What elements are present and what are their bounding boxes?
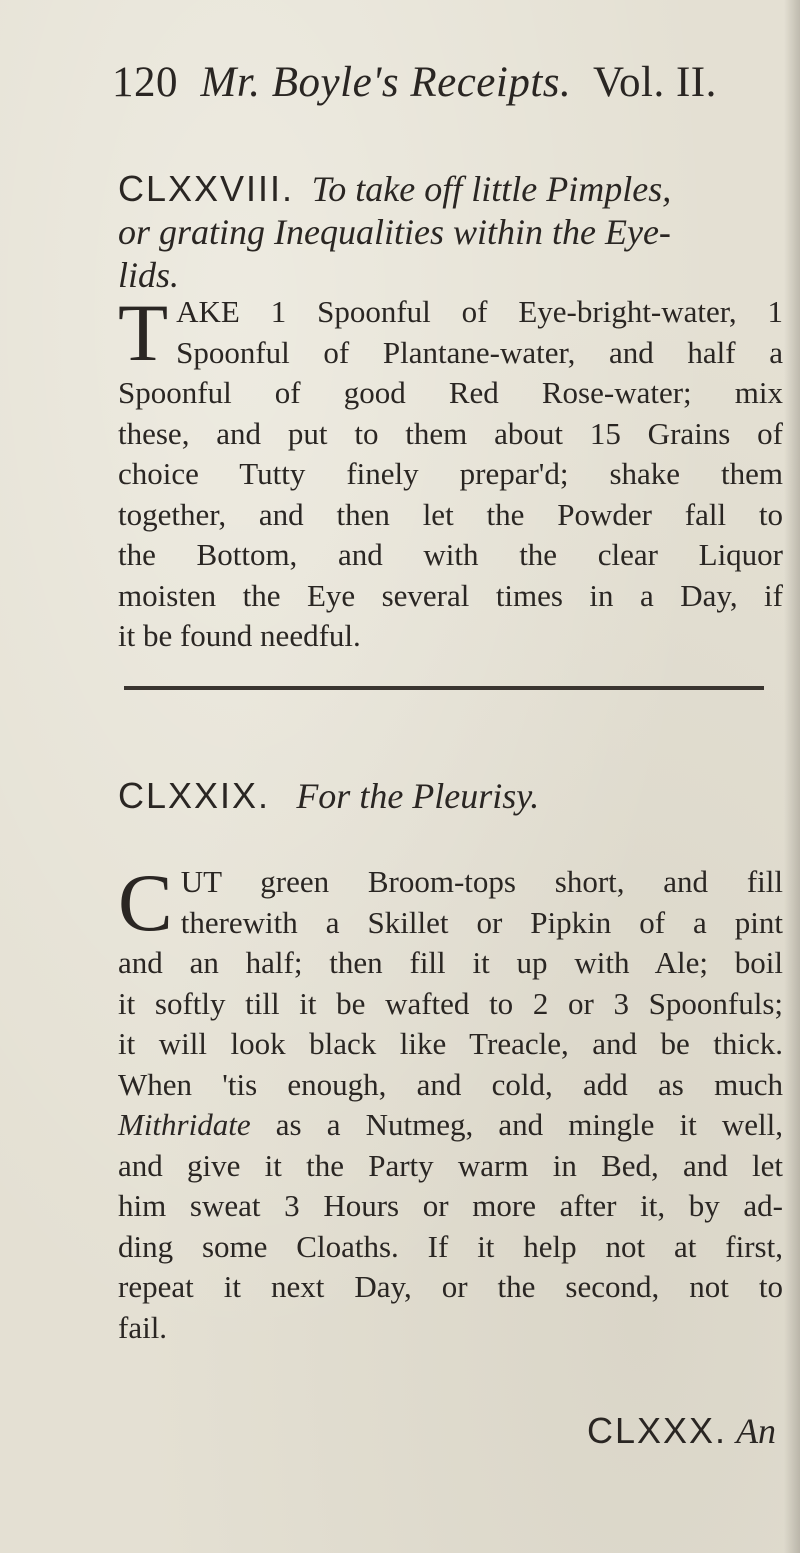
text-line: repeat it next Day, or the second, not to [118,1269,783,1304]
running-head-volume: Vol. II. [593,59,717,106]
text-fragment: as a Nutmeg, and mingle it well, [275,1107,783,1142]
catchword [587,1410,776,1452]
text-line: When 'tis enough, and cold, add as much [118,1066,783,1102]
section-title: For the Pleurisy. [296,776,540,816]
drop-cap: C [118,857,173,948]
text-line: Spoonful of Plantane-water, and half a [176,334,783,370]
catchword-word: An [736,1411,777,1451]
text-line: UT green Broom-tops short, and fill [180,864,783,899]
text-line: moisten the Eye several times in a Day, if [118,577,783,613]
text-line: these, and put to them about 15 Grains of [118,415,783,451]
section-title-line: lids. [118,255,180,295]
running-head-title: Mr. Boyle's Receipts. [200,59,572,106]
text-line: and give it the Party warm in Bed, and let [118,1147,783,1183]
section-number: CLXXVIII. [118,168,295,209]
text-line: him sweat 3 Hours or more after it, by ad- [118,1188,783,1223]
text-line: ding some Cloaths. If it help not at first, [118,1228,783,1264]
text-line: and an half; then fill it up with Ale; boil [118,945,783,980]
text-line: AKE 1 Spoonful of Eye-bright-water, 1 [176,294,783,329]
text-line [118,1105,783,1146]
section-title-line: or grating Inequalities within the Eye- [118,212,671,252]
drop-cap: T [118,287,169,378]
text-line: therewith a Skillet or Pipkin of a pint [180,904,783,940]
text-line: choice Tutty finely prepar'd; shake them [118,456,783,491]
section-divider [124,686,764,690]
text-line: it will look black like Treacle, and be thick. [118,1026,783,1061]
recipe-text-clxxviii [118,287,783,657]
recipe-text-clxxix [118,857,783,1348]
section-title-line: To take off little Pimples, [311,169,672,209]
section-heading-clxxviii [118,167,778,297]
section-heading-clxxix [118,774,778,818]
page-number: 120 [112,59,178,106]
text-line: it be found needful. [118,618,361,653]
text-line: the Bottom, and with the clear Liquor [118,537,783,572]
text-line: together, and then let the Powder fall to [118,496,783,532]
text-line: fail. [118,1309,168,1345]
text-line: Spoonful of good Red Rose-water; mix [118,375,783,410]
italic-word: Mithridate [118,1107,251,1142]
running-head [112,58,717,107]
catchword-number: CLXXX. [587,1410,728,1451]
text-line: it softly till it be wafted to 2 or 3 Spoonfuls; [118,985,783,1021]
section-number: CLXXIX. [118,775,271,816]
page-edge-shadow [784,0,800,1553]
